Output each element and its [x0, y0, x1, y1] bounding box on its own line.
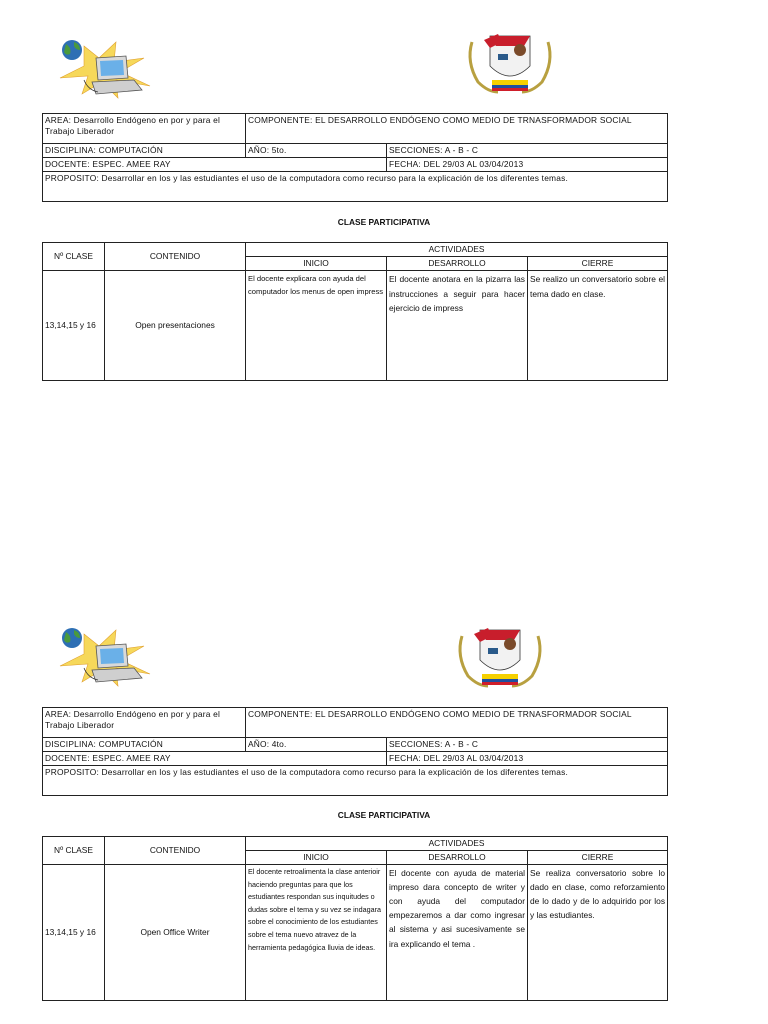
area-cell: AREA: Desarrollo Endógeno en por y para el Trabajo Liberador	[43, 114, 246, 144]
col-desarrollo-header: DESARROLLO	[387, 851, 528, 865]
area-cell: AREA: Desarrollo Endógeno en por y para el Trabajo Liberador	[43, 708, 246, 738]
col-clase-header: Nº CLASE	[43, 837, 105, 865]
col-cierre-header: CIERRE	[528, 851, 668, 865]
col-actividades-header: ACTIVIDADES	[246, 243, 668, 257]
proposito-cell: PROPOSITO: Desarrollar en los y las estudiantes el uso de la computadora como recurso para la explicación de los diferentes temas.	[43, 172, 668, 202]
disciplina-cell: DISCIPLINA: COMPUTACIÓN	[43, 144, 246, 158]
cierre-cell: Se realizo un conversatorio sobre el tema dado en clase.	[528, 271, 668, 381]
componente-cell: COMPONENTE: EL DESARROLLO ENDÓGENO COMO MEDIO DE TRNASFORMADOR SOCIAL	[246, 114, 668, 144]
fecha-cell: FECHA: DEL 29/03 AL 03/04/2013	[387, 158, 668, 172]
col-contenido-header: CONTENIDO	[105, 243, 246, 271]
docente-cell: DOCENTE: ESPEC. AMEE RAY	[43, 158, 387, 172]
col-inicio-header: INICIO	[246, 851, 387, 865]
col-contenido-header: CONTENIDO	[105, 837, 246, 865]
componente-cell: COMPONENTE: EL DESARROLLO ENDÓGENO COMO MEDIO DE TRNASFORMADOR SOCIAL	[246, 708, 668, 738]
clase-cell: 13,14,15 y 16	[43, 865, 105, 1001]
inicio-cell: El docente retroalimenta la clase anterioir haciendo preguntas para que los estudiantes respondan sus inquitudes o dudas sobre el tema y su vez se indagara sobre el conocimiento de los estudiantes sobre el tema nuevo atravez de la herramienta pedagógica lluvia de ideas.	[246, 865, 387, 1001]
anio-cell: AÑO: 4to.	[246, 738, 387, 752]
secciones-cell: SECCIONES: A - B - C	[387, 738, 668, 752]
section-title: CLASE PARTICIPATIVA	[337, 217, 431, 227]
contenido-cell: Open Office Writer	[105, 865, 246, 1001]
computer-globe-icon	[54, 624, 164, 688]
inicio-cell: El docente explicara con ayuda del computador los menus de open impress	[246, 271, 387, 381]
docente-cell: DOCENTE: ESPEC. AMEE RAY	[43, 752, 387, 766]
anio-cell: AÑO: 5to.	[246, 144, 387, 158]
secciones-cell: SECCIONES: A - B - C	[387, 144, 668, 158]
col-clase-header: Nº CLASE	[43, 243, 105, 271]
fecha-cell: FECHA: DEL 29/03 AL 03/04/2013	[387, 752, 668, 766]
col-desarrollo-header: DESARROLLO	[387, 257, 528, 271]
header-table	[42, 113, 668, 202]
clase-cell: 13,14,15 y 16	[43, 271, 105, 381]
col-cierre-header: CIERRE	[528, 257, 668, 271]
section-title: CLASE PARTICIPATIVA	[337, 810, 431, 820]
desarrollo-cell: El docente con ayuda de material impreso dara concepto de writer y con ayuda del computador empezaremos a dar como ingresar al sistema y asi sucesivamente se ira explicando el tema .	[387, 865, 528, 1001]
desarrollo-cell: El docente anotara en la pizarra las instrucciones a seguir para hacer ejercicio de impress	[387, 271, 528, 381]
activities-table	[42, 836, 668, 1001]
proposito-cell: PROPOSITO: Desarrollar en los y las estudiantes el uso de la computadora como recurso para la explicación de los diferentes temas.	[43, 766, 668, 796]
activities-table	[42, 242, 668, 381]
cierre-cell: Se realiza conversatorio sobre lo dado en clase, como reforzamiento de lo dado y de lo adquirido por los y las estudiantes.	[528, 865, 668, 1001]
header-table	[42, 707, 668, 796]
disciplina-cell: DISCIPLINA: COMPUTACIÓN	[43, 738, 246, 752]
school-crest-icon	[462, 32, 558, 96]
col-actividades-header: ACTIVIDADES	[246, 837, 668, 851]
col-inicio-header: INICIO	[246, 257, 387, 271]
contenido-cell: Open presentaciones	[105, 271, 246, 381]
computer-globe-icon	[54, 36, 164, 100]
school-crest-icon	[452, 626, 548, 690]
